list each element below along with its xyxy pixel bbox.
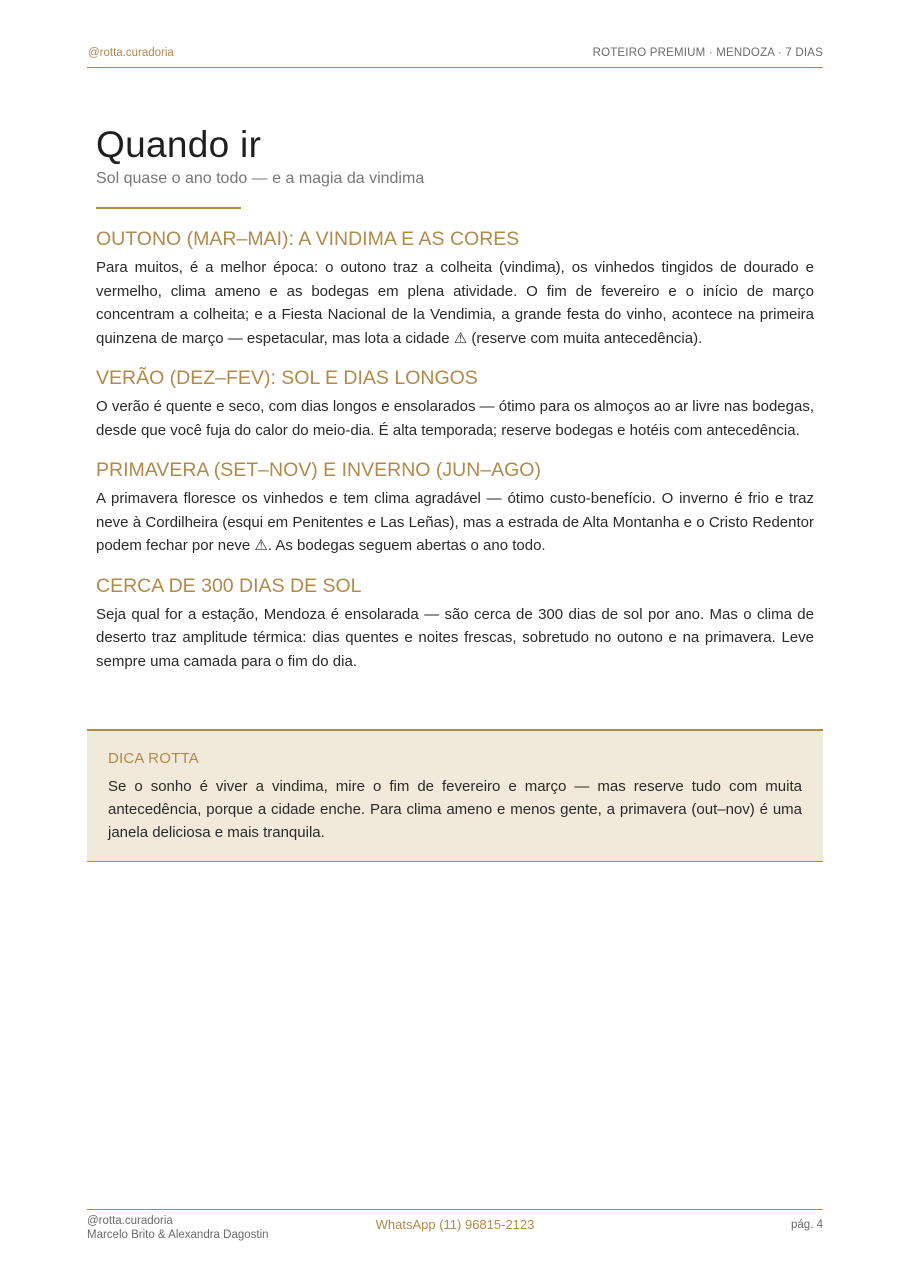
section-body: A primavera floresce os vinhedos e tem clima agradável — ótimo custo-benefício. O inverno é frio e traz neve à Cordilheira (esqui em Penitentes e Las Leñas), mas a estrada de Alta Montanha e o Cristo Redentor podem fechar por neve ⚠. As bodegas seguem abertas o ano todo. <box>96 490 814 554</box>
section-verao <box>96 365 814 442</box>
section-body: Seja qual for a estação, Mendoza é ensolarada — são cerca de 300 dias de sol por ano. Mas o clima de deserto traz amplitude térmica: dias quentes e noites frescas, sobretudo no outono e na primavera. Leve sempre uma camada para o fim do dia. <box>96 605 814 670</box>
section-outono <box>96 226 814 350</box>
title-divider <box>96 207 241 209</box>
footer-page-number: pág. 4 <box>791 1219 823 1231</box>
tip-body: Se o sonho é viver a vindima, mire o fim de fevereiro e março — mas reserve tudo com muita antecedência, porque a cidade enche. Para clima ameno e menos gente, a primavera (out–nov) é uma janela deliciosa e mais tranquila. <box>108 778 802 841</box>
tip-callout <box>87 729 823 862</box>
section-dias-de-sol <box>96 573 814 674</box>
section-title: CERCA DE 300 DIAS DE SOL <box>96 574 362 597</box>
main-content <box>96 122 814 673</box>
tip-title: DICA ROTTA <box>108 750 199 767</box>
header-document-title: ROTEIRO PREMIUM · MENDOZA · 7 DIAS <box>592 47 823 59</box>
running-header <box>87 46 823 68</box>
section-body: O verão é quente e seco, com dias longos e ensolarados — ótimo para os almoços ao ar livre nas bodegas, desde que você fuja do calor do meio-dia. É alta temporada; reserve bodegas e hotéis com antecedência. <box>96 398 814 439</box>
page-title: Quando ir <box>96 124 262 165</box>
section-title: PRIMAVERA (SET–NOV) E INVERNO (JUN–AGO) <box>96 459 541 481</box>
section-title: VERÃO (DEZ–FEV): SOL E DIAS LONGOS <box>96 367 478 389</box>
section-body: Para muitos, é a melhor época: o outono traz a colheita (vindima), os vinhedos tingidos de dourado e vermelho, clima ameno e as bodegas em plena atividade. O fim de fevereiro e o início de março concentram a colheita; e a Fiesta Nacional de la Vendimia, a grande festa do vinho, acontece na primeira quinzena de março — espetacular, mas lota a cidade ⚠ (reserve com muita antecedência). <box>96 259 814 347</box>
footer-whatsapp-contact: WhatsApp (11) 96815-2123 <box>375 1217 535 1232</box>
section-title: OUTONO (MAR–MAI): A VINDIMA E AS CORES <box>96 228 520 250</box>
header-brand: @rotta.curadoria <box>88 47 174 59</box>
page-subtitle: Sol quase o ano todo — e a magia da vindima <box>96 170 425 187</box>
footer-handle: @rotta.curadoria <box>87 1215 173 1227</box>
footer-authors: Marcelo Brito & Alexandra Dagostin <box>87 1229 269 1241</box>
section-primavera-inverno <box>96 457 814 558</box>
page-footer <box>87 1209 823 1241</box>
